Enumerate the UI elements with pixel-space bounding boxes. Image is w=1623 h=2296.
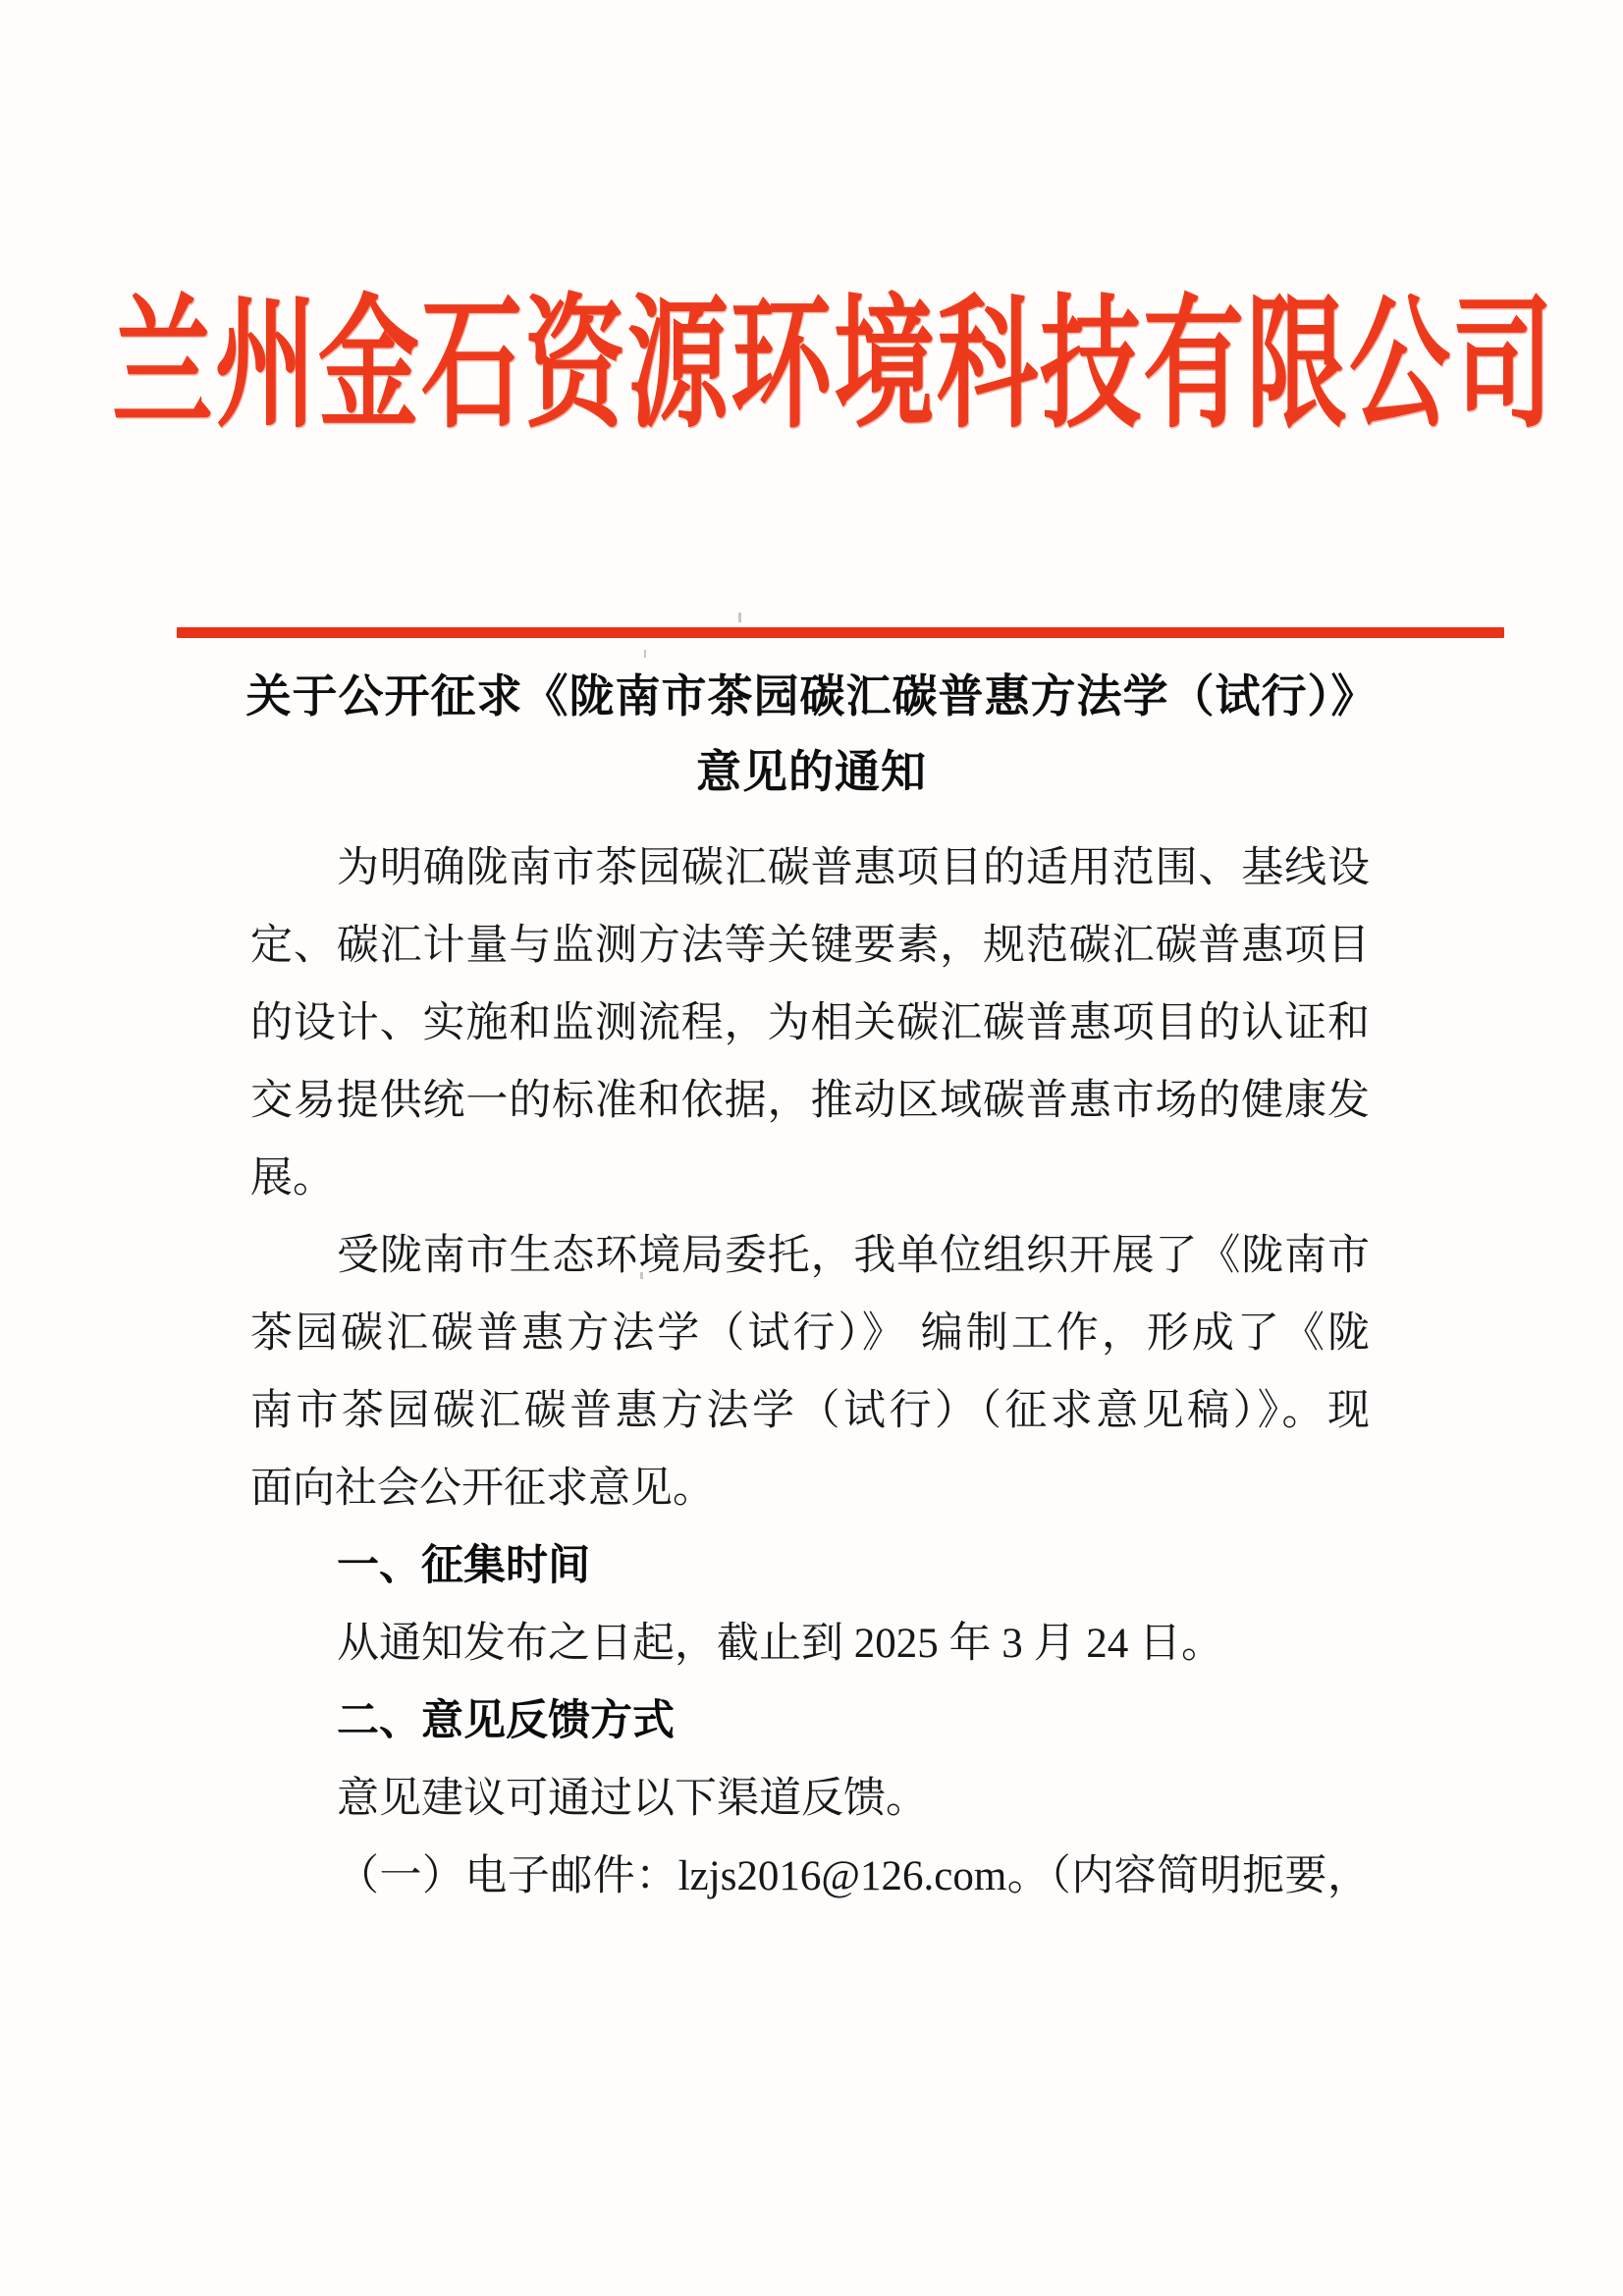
para2-line-2: 茶园碳汇碳普惠方法学（试行）》 编制工作，形成了《陇 — [250, 1310, 1370, 1357]
red-divider-line — [177, 627, 1504, 638]
para1-line-1: 为明确陇南市茶园碳汇碳普惠项目的适用范围、基线设 — [337, 845, 1370, 891]
scan-speck — [738, 613, 741, 622]
para1-line-3: 的设计、实施和监测流程，为相关碳汇碳普惠项目的认证和 — [250, 1000, 1370, 1046]
para1-line-2: 定、碳汇计量与监测方法等关键要素，规范碳汇碳普惠项目 — [250, 923, 1370, 969]
letterhead — [44, 265, 1623, 447]
notice-title-line-1: 关于公开征求《陇南市茶园碳汇碳普惠方法学（试行）》 — [245, 671, 1378, 721]
section2-email-line: （一）电子邮件：lzjs2016@126.com。（内容简明扼要， — [337, 1853, 1370, 1899]
para2-line-3: 南市茶园碳汇碳普惠方法学（试行）（征求意见稿）》。现 — [250, 1388, 1370, 1434]
section1-body-line: 从通知发布之日起，截止到 2025 年 3 月 24 日。 — [337, 1621, 1223, 1667]
para2-line-4: 面向社会公开征求意见。 — [250, 1466, 715, 1512]
section2-heading: 二、意见反馈方式 — [337, 1697, 675, 1744]
scan-speck — [644, 650, 646, 658]
notice-title-line-2: 意见的通知 — [696, 747, 927, 797]
notice-title — [0, 659, 1623, 810]
company-name: 兰州金石资源环境科技有限公司 — [112, 287, 1555, 447]
document-body — [250, 829, 1370, 1915]
section1-heading: 一、征集时间 — [337, 1542, 590, 1589]
para2-line-1: 受陇南市生态环境局委托，我单位组织开展了《陇南市 — [337, 1233, 1370, 1279]
section2-intro-line: 意见建议可通过以下渠道反馈。 — [337, 1776, 928, 1822]
para1-line-4: 交易提供统一的标准和依据，推动区域碳普惠市场的健康发 — [250, 1078, 1370, 1124]
para1-line-5: 展。 — [250, 1155, 335, 1201]
